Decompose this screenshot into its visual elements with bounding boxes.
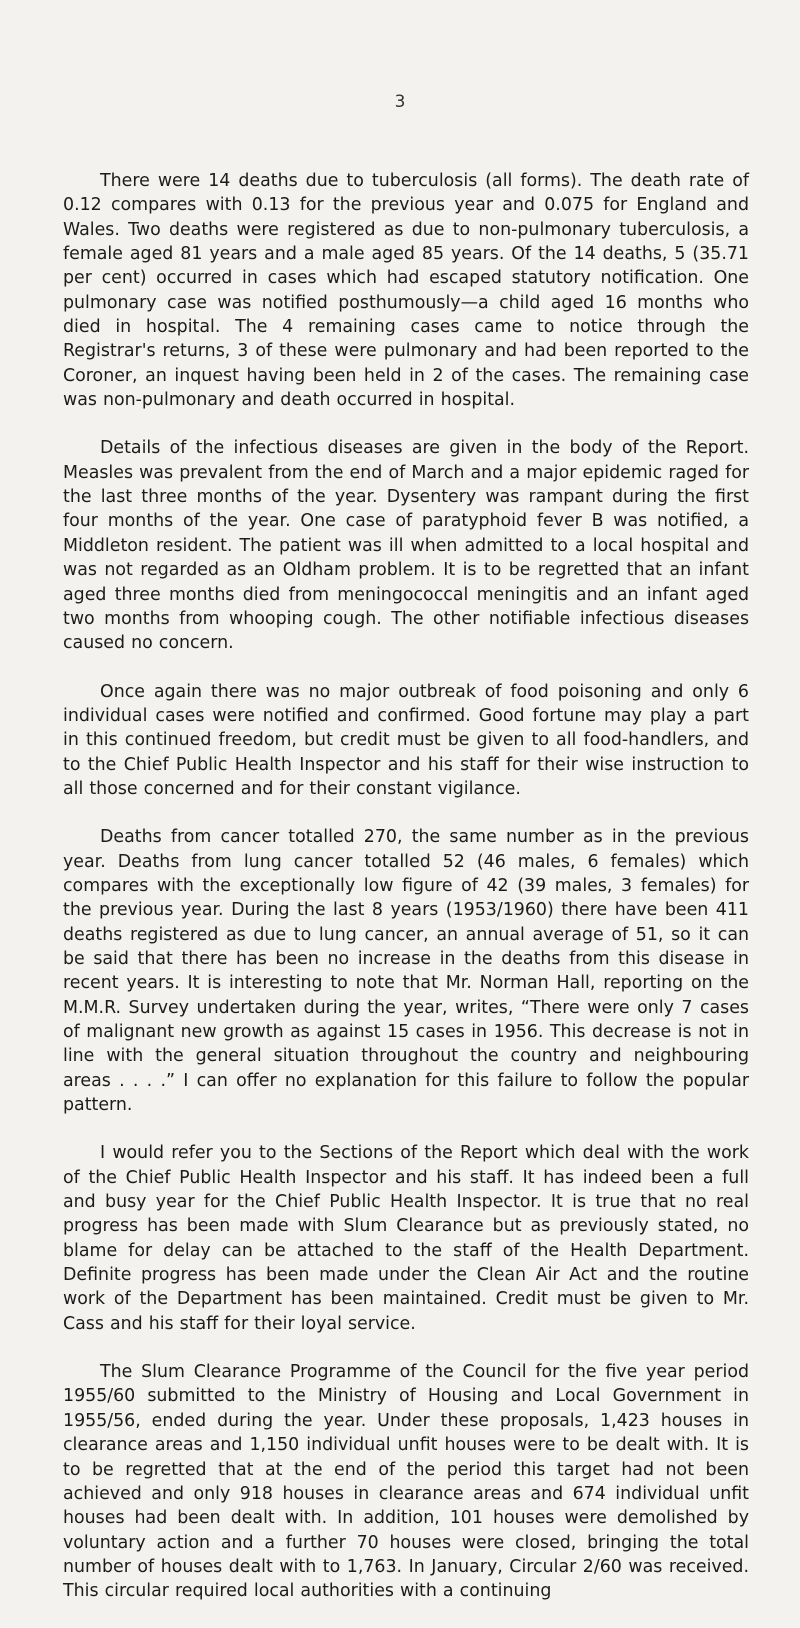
paragraph-public-health-inspector: I would refer you to the Sections of the Report which deal with the work of the Chief Public Health Inspector and his staff. It has indeed been a full and busy year for the Chief Public Health Inspector. It is true that no real progress has been made with Slum Clearance but as previously stated, no blame for delay can be attached to the staff of the Health Department. Definite progress has been made under the Clean Air Act and the routine work of the Department has been maintained. Credit must be given to Mr. Cass and his staff for their loyal service. [63, 1143, 749, 1334]
paragraph-tuberculosis: There were 14 deaths due to tuberculosis (all forms). The death rate of 0.12 compares with 0.13 for the previous year and 0.075 for England and Wales. Two deaths were registered as due to non-pulmonary tuberculosis, a female aged 81 years and a male aged 85 years. Of the 14 deaths, 5 (35.71 per cent) occurred in cases which had escaped statutory notification. One pulmonary case was notified posthumously—a child aged 16 months who died in hospital. The 4 remaining cases came to notice through the Registrar's returns, 3 of these were pulmonary and had been reported to the Coroner, an inquest having been held in 2 of the cases. The remaining case was non-pulmonary and death occurred in hospital. [63, 171, 749, 411]
paragraph-food-poisoning: Once again there was no major outbreak of food poisoning and only 6 individual cases were notified and confirmed. Good fortune may play a part in this continued freedom, but credit must be given to all food-handlers, and to the Chief Public Health Inspector and his staff for their wise instruction to all those concerned and for their constant vigilance. [63, 681, 749, 799]
paragraph-cancer: Deaths from cancer totalled 270, the same number as in the previous year. Deaths from lung cancer totalled 52 (46 males, 6 females) which compares with the exceptionally low figure of 42 (39 males, 3 females) for the previous year. During the last 8 years (1953/1960) there have been 411 deaths registered as due to lung cancer, an annual average of 51, so it can be said that there has been no increase in the deaths from this disease in recent years. It is interesting to note that Mr. Norman Hall, reporting on the M.M.R. Survey undertaken during the year, writes, “There were only 7 cases of malignant new growth as against 15 cases in 1956. This decrease is not in line with the general situation throughout the country and neighbouring areas . . . .” I can offer no explanation for this failure to follow the popular pattern. [63, 827, 749, 1116]
report-body [63, 169, 749, 1628]
paragraph-infectious-diseases: Details of the infectious diseases are given in the body of the Report. Measles was prevalent from the end of March and a major epidemic raged for the last three months of the year. Dysentery was rampant during the first four months of the year. One case of paratyphoid fever B was notified, a Middleton resident. The patient was ill when admitted to a local hospital and was not regarded as an Oldham problem. It is to be regretted that an infant aged three months died from meningococcal meningitis and an infant aged two months from whooping cough. The other notifiable infectious diseases caused no concern. [63, 438, 749, 654]
paragraph-slum-clearance: The Slum Clearance Programme of the Council for the five year period 1955/60 submitted to the Ministry of Housing and Local Government in 1955/56, ended during the year. Under these proposals, 1,423 houses in clearance areas and 1,150 individual unfit houses were to be dealt with. It is to be regretted that at the end of the period this target had not been achieved and only 918 houses in clearance areas and 674 individual unfit houses had been dealt with. In addition, 101 houses were demolished by voluntary action and a further 70 houses were closed, bringing the total number of houses dealt with to 1,763. In January, Circular 2/60 was received. This circular required local authorities with a continuing [63, 1362, 749, 1602]
page-number: 3 [394, 92, 406, 112]
